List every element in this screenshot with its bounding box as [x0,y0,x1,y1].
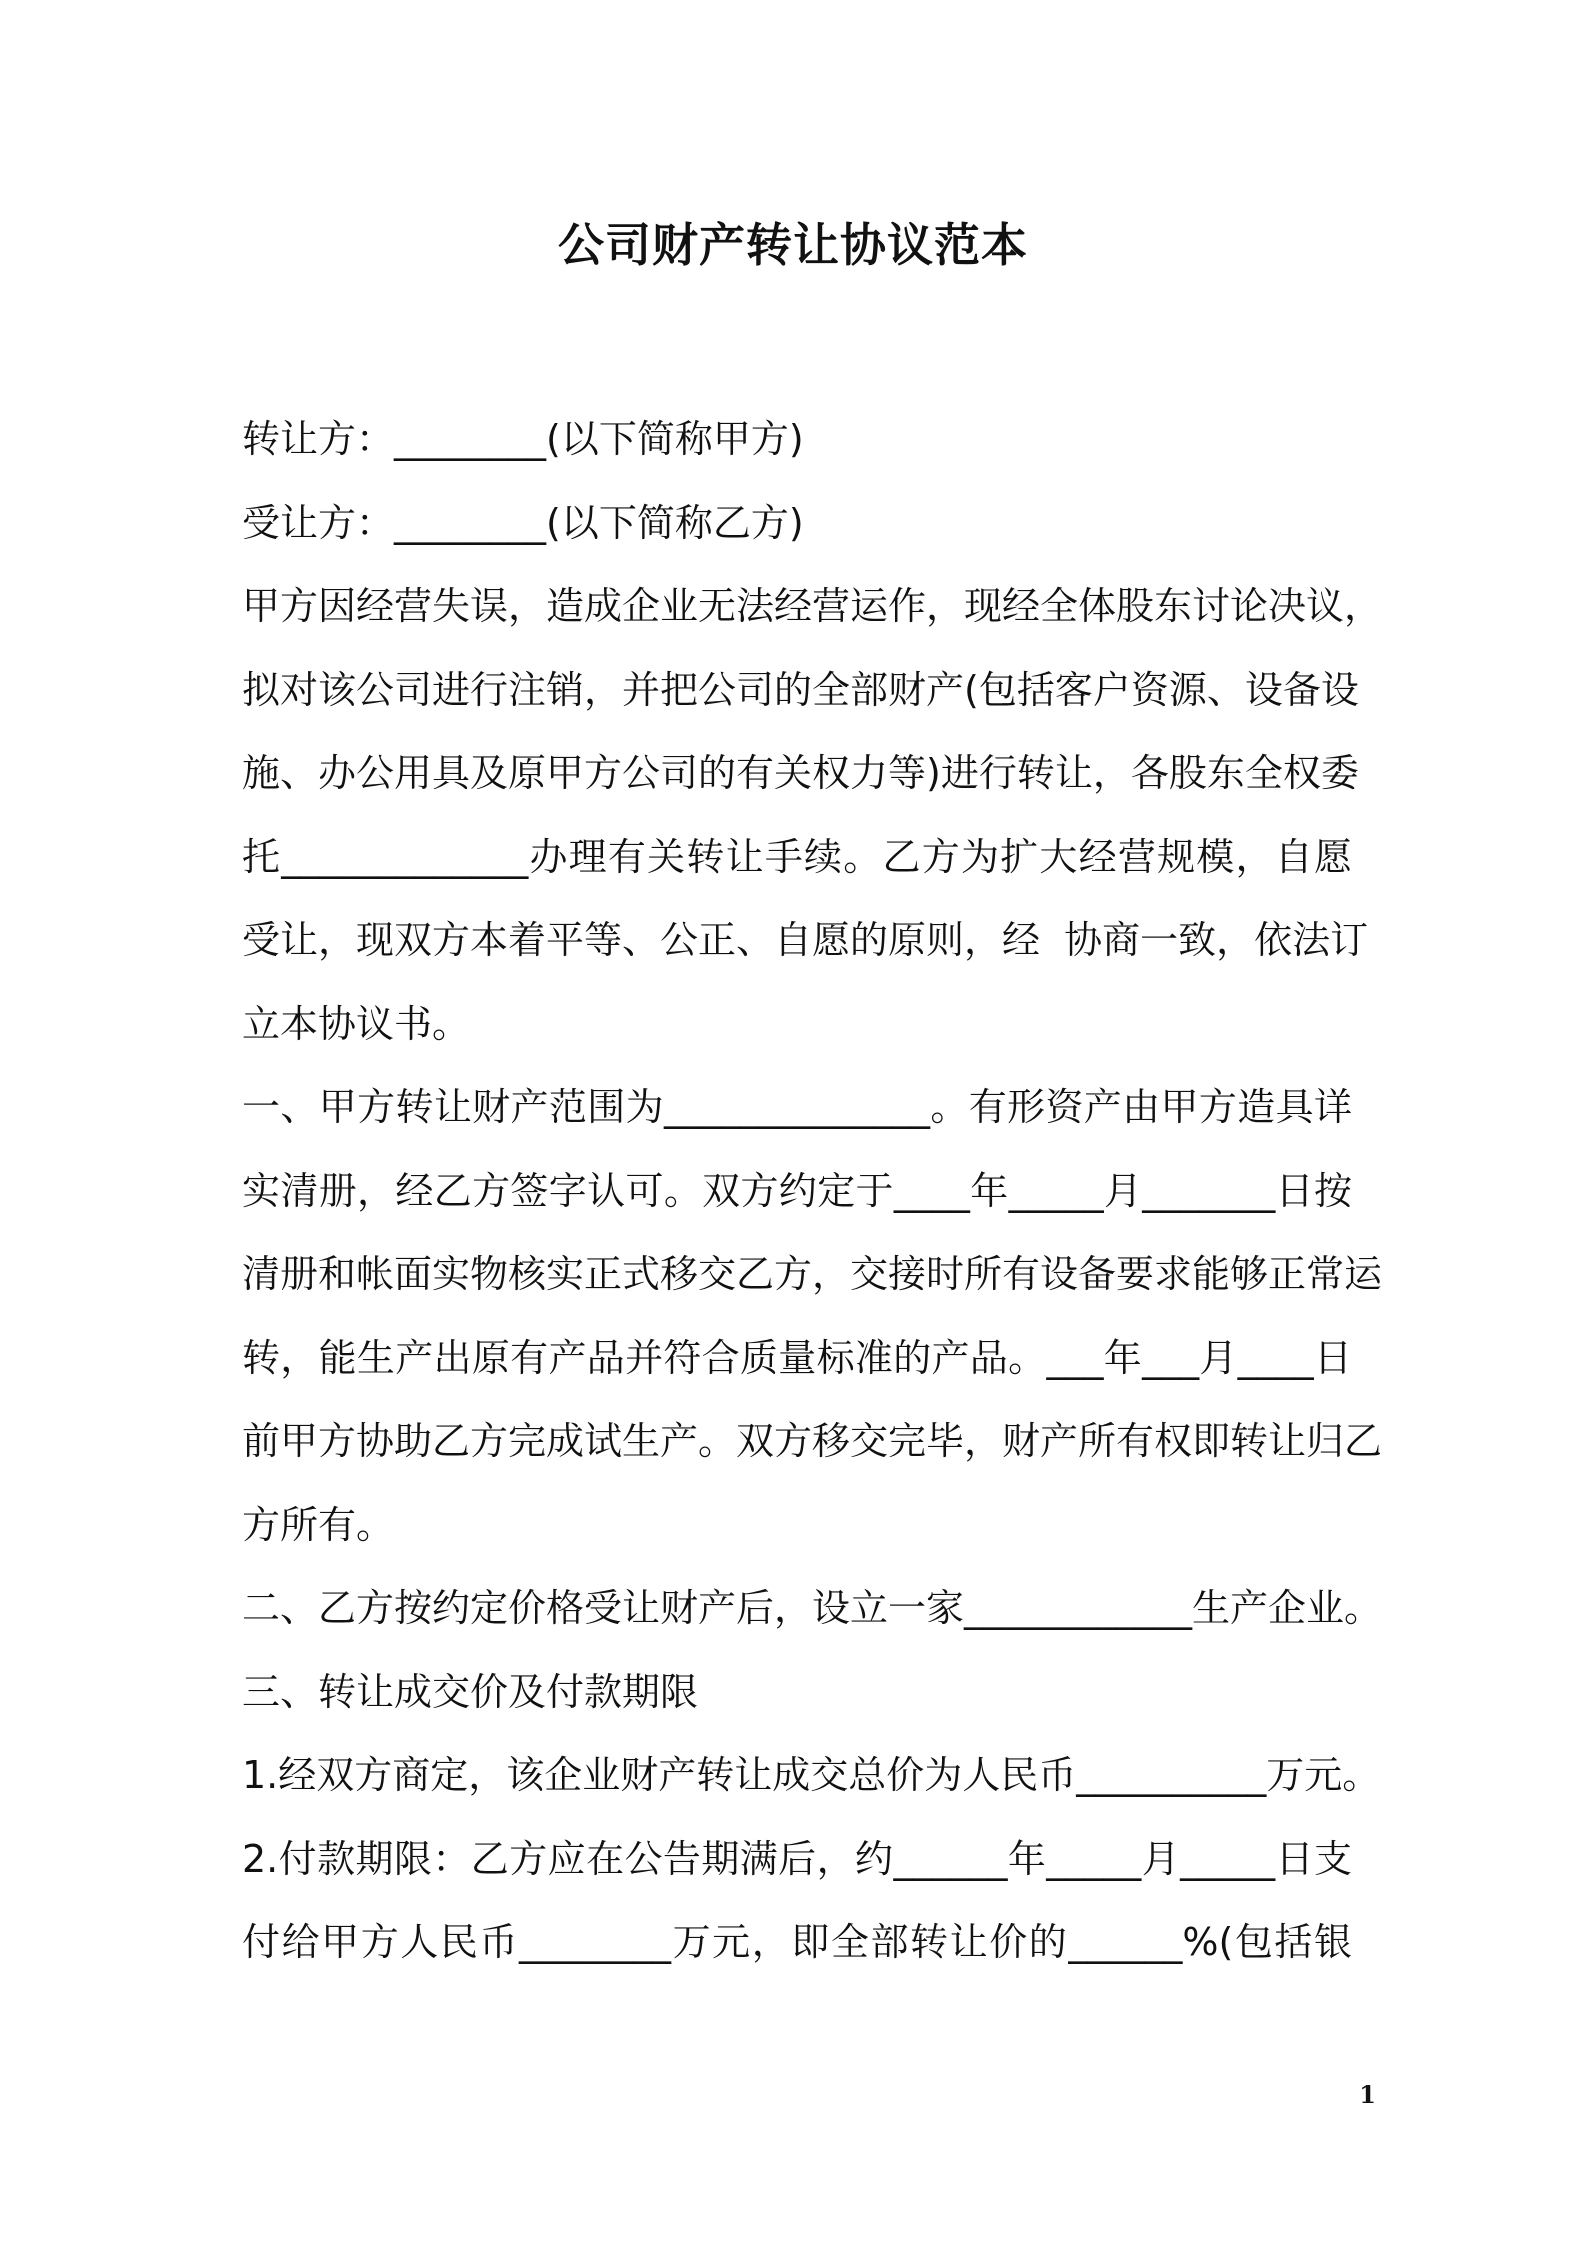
page-number: 1 [1359,2080,1376,2109]
document-title: 公司财产转让协议范本 [558,218,1028,272]
document-body [242,398,1383,1985]
clause-3-item-2: 付给甲方人民币________万元，即全部转让价的______%(包括银 [242,1920,1352,1964]
paragraph-line: 甲方因经营失误，造成企业无法经营运作，现经全体股东讨论决议， [242,584,1383,628]
clause-2-line: 二、乙方按约定价格受让财产后，设立一家____________生产企业。 [242,1586,1383,1630]
clause-1-line: 前甲方协助乙方完成试生产。双方移交完毕，财产所有权即转让归乙 [242,1419,1383,1463]
clause-3-item-2: 2.付款期限：乙方应在公告期满后，约______年_____月_____日支 [242,1836,1352,1881]
paragraph-line: 施、办公用具及原甲方公司的有关权力等)进行转让，各股东全权委 [242,751,1359,795]
clause-3-heading: 三、转让成交价及付款期限 [242,1669,699,1714]
clause-1-line: 方所有。 [242,1502,395,1547]
transferee-line: 受让方：________(以下简称乙方) [242,500,804,545]
clause-1-line: 一、甲方转让财产范围为______________。有形资产由甲方造具详 [242,1085,1352,1129]
clause-1-line: 实清册，经乙方签字认可。双方约定于____年_____月_______日按 [242,1168,1352,1213]
paragraph-line: 拟对该公司进行注销，并把公司的全部财产(包括客户资源、设备设 [242,667,1359,712]
clause-1-line: 清册和帐面实物核实正式移交乙方，交接时所有设备要求能够正常运 [242,1252,1383,1296]
paragraph-line: 受让，现双方本着平等、公正、自愿的原则，经 协商一致，依法订 [242,918,1369,962]
clause-1-line: 转，能生产出原有产品并符合质量标准的产品。___年___月____日 [242,1335,1352,1380]
transferor-line: 转让方：________(以下简称甲方) [242,417,804,461]
paragraph-line: 立本协议书。 [242,1001,471,1046]
clause-3-item-1: 1.经双方商定，该企业财产转让成交总价为人民币__________万元。 [242,1753,1381,1797]
paragraph-line: 托_____________办理有关转让手续。乙方为扩大经营规模，自愿 [242,834,1352,879]
